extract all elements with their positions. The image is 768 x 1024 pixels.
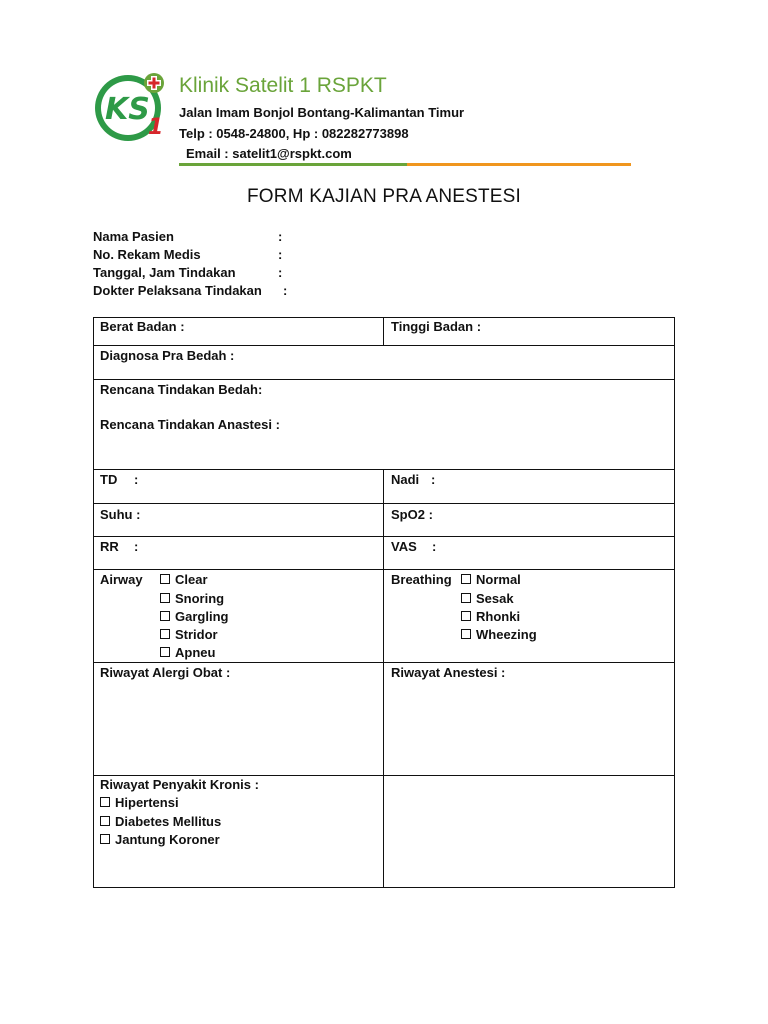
- row-divider: [93, 569, 675, 570]
- colon: :: [278, 247, 283, 262]
- checkbox-breathing-wheezing[interactable]: [461, 627, 537, 642]
- label-rr: RR: [100, 539, 119, 554]
- row-divider: [93, 536, 675, 537]
- option-label: Rhonki: [476, 609, 521, 624]
- option-label: Clear: [175, 572, 208, 587]
- logo-number: 1: [148, 115, 164, 140]
- option-label: Gargling: [175, 609, 229, 624]
- checkbox-jantung-koroner[interactable]: [100, 832, 220, 847]
- checkbox-diabetes-mellitus[interactable]: [100, 814, 221, 829]
- checkbox-airway-gargling[interactable]: [160, 609, 228, 624]
- checkbox-icon: [160, 611, 170, 621]
- checkbox-icon: [160, 629, 170, 639]
- option-label: Normal: [476, 572, 521, 587]
- label-tanggal-jam: Tanggal, Jam Tindakan: [93, 265, 236, 280]
- label-airway: Airway: [100, 572, 143, 587]
- label-tinggi-badan: Tinggi Badan :: [391, 319, 482, 334]
- option-label: Diabetes Mellitus: [115, 814, 222, 829]
- label-riwayat-penyakit-kronis: Riwayat Penyakit Kronis :: [100, 777, 259, 792]
- row-divider: [93, 469, 675, 470]
- checkbox-airway-stridor[interactable]: [160, 627, 218, 642]
- checkbox-icon: [461, 574, 471, 584]
- checkbox-icon: [160, 647, 170, 657]
- checkbox-icon: [160, 593, 170, 603]
- checkbox-airway-apneu[interactable]: [160, 645, 215, 660]
- option-label: Stridor: [175, 627, 218, 642]
- clinic-address: Jalan Imam Bonjol Bontang-Kalimantan Timur: [179, 105, 465, 120]
- label-rencana-bedah: Rencana Tindakan Bedah:: [100, 382, 263, 397]
- form-title: FORM KAJIAN PRA ANESTESI: [246, 186, 522, 207]
- row-divider: [93, 775, 675, 776]
- label-rencana-anestesi: Rencana Tindakan Anastesi :: [100, 417, 280, 432]
- checkbox-icon: [461, 629, 471, 639]
- label-suhu: Suhu :: [100, 507, 141, 522]
- checkbox-airway-clear[interactable]: [160, 572, 208, 587]
- clinic-logo: [92, 70, 172, 144]
- header-rule-orange: [407, 163, 631, 166]
- col-divider: [383, 317, 384, 346]
- row-divider: [93, 503, 675, 504]
- label-nadi: Nadi: [391, 472, 420, 487]
- checkbox-breathing-rhonki[interactable]: [461, 609, 520, 624]
- label-vas: VAS: [391, 539, 417, 554]
- clinic-name: Klinik Satelit 1 RSPKT: [179, 74, 387, 97]
- row-divider: [93, 345, 675, 346]
- label-riwayat-alergi: Riwayat Alergi Obat :: [100, 665, 231, 680]
- label-diagnosa: Diagnosa Pra Bedah :: [100, 348, 235, 363]
- header-rule-green: [179, 163, 407, 166]
- checkbox-airway-snoring[interactable]: [160, 591, 224, 606]
- option-label: Snoring: [175, 591, 225, 606]
- label-breathing: Breathing: [391, 572, 452, 587]
- colon: :: [134, 472, 139, 487]
- checkbox-icon: [100, 816, 110, 826]
- checkbox-icon: [100, 834, 110, 844]
- label-nama-pasien: Nama Pasien: [93, 229, 174, 244]
- option-label: Hipertensi: [115, 795, 179, 810]
- checkbox-icon: [160, 574, 170, 584]
- colon: :: [283, 283, 288, 298]
- checkbox-icon: [461, 611, 471, 621]
- label-berat-badan: Berat Badan :: [100, 319, 185, 334]
- option-label: Wheezing: [476, 627, 537, 642]
- colon: :: [432, 539, 437, 554]
- label-spo2: SpO2 :: [391, 507, 433, 522]
- option-label: Sesak: [476, 591, 514, 606]
- checkbox-icon: [100, 797, 110, 807]
- colon: :: [278, 229, 283, 244]
- clinic-phone: Telp : 0548-24800, Hp : 082282773898: [179, 126, 409, 141]
- label-dokter: Dokter Pelaksana Tindakan: [93, 283, 262, 298]
- row-divider: [93, 662, 675, 663]
- checkbox-hipertensi[interactable]: [100, 795, 179, 810]
- colon: :: [134, 539, 139, 554]
- logo-text: KS: [105, 92, 150, 127]
- checkbox-breathing-sesak[interactable]: [461, 591, 514, 606]
- label-rekam-medis: No. Rekam Medis: [93, 247, 201, 262]
- checkbox-icon: [461, 593, 471, 603]
- col-divider: [383, 469, 384, 888]
- checkbox-breathing-normal[interactable]: [461, 572, 521, 587]
- label-td: TD: [100, 472, 118, 487]
- option-label: Apneu: [175, 645, 216, 660]
- colon: :: [278, 265, 283, 280]
- clinic-email: Email : satelit1@rspkt.com: [186, 146, 352, 161]
- row-divider: [93, 379, 675, 380]
- colon: :: [431, 472, 436, 487]
- label-riwayat-anestesi: Riwayat Anestesi :: [391, 665, 506, 680]
- option-label: Jantung Koroner: [115, 832, 220, 847]
